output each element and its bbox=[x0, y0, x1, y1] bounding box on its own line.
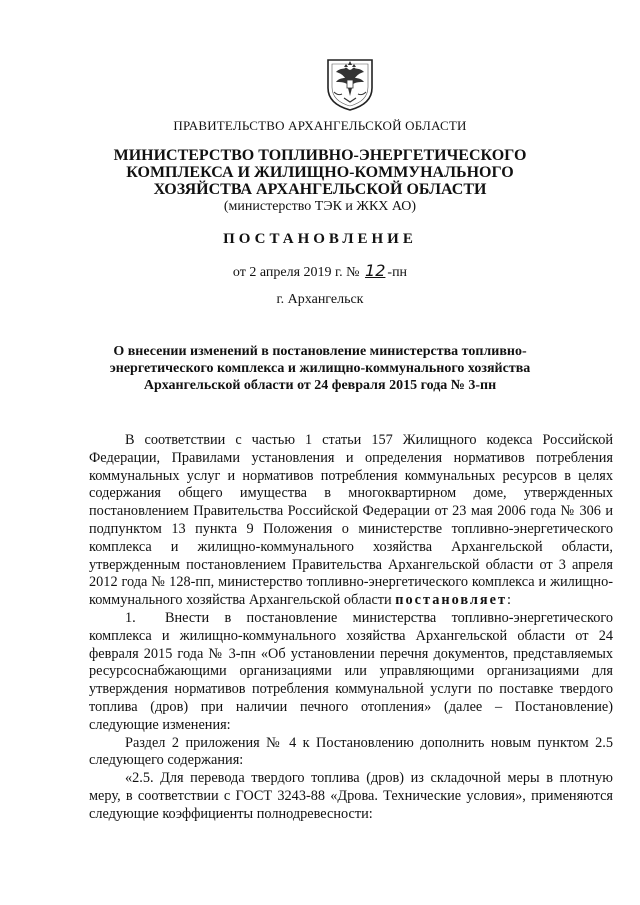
item-1-paragraph bbox=[89, 610, 613, 735]
handwritten-document-number: 12 bbox=[365, 261, 386, 280]
government-name: ПРАВИТЕЛЬСТВО АРХАНГЕЛЬСКОЙ ОБЛАСТИ bbox=[173, 118, 467, 133]
city-name: г. Архангельск bbox=[276, 292, 364, 307]
number-suffix: -пн bbox=[387, 265, 408, 280]
ministry-abbreviation: (министерство ТЭК и ЖКХ АО) bbox=[223, 199, 417, 214]
preamble-paragraph bbox=[89, 432, 613, 610]
document-date-number bbox=[0, 261, 640, 281]
date-prefix: от 2 апреля 2019 г. № bbox=[232, 265, 360, 280]
point-2-5-paragraph: «2.5. Для перевода твердого топлива (дров) из складочной меры в плотную меру, в соответствии с ГОСТ 3243-88 «Дрова. Технические условия», применяются следующие коэффициенты полнодревесности: bbox=[89, 770, 613, 822]
document-body bbox=[89, 432, 613, 824]
decree-word: постановляет bbox=[395, 592, 508, 609]
document-type-heading: ПОСТАНОВЛЕНИЕ bbox=[223, 231, 417, 247]
title-line1: О внесении изменений в постановление министерства топливно- bbox=[113, 344, 527, 359]
ministry-name-line2: КОМПЛЕКСА И ЖИЛИЩНО-КОММУНАЛЬНОГО bbox=[126, 164, 514, 181]
coat-of-arms-emblem bbox=[322, 56, 378, 112]
ministry-name-line3: ХОЗЯЙСТВА АРХАНГЕЛЬСКОЙ ОБЛАСТИ bbox=[153, 181, 487, 198]
decree-colon: : bbox=[507, 592, 512, 609]
ministry-name bbox=[0, 147, 640, 198]
item-1-number: 1. bbox=[125, 609, 136, 626]
preamble-text: В соответствии с частью 1 статьи 157 Жилищного кодекса Российской Федерации, Правилами установления и определения нормативов потребления коммунальных услуг и нормативов потребления коммунальных ресурсов в целях содержания общего имущества в многоквартирном доме, утвержденных постановлением Правительства Российской Федерации от 23 мая 2006 года № 306 и подпунктом 13 пункта 9 Положения о министерстве топливно-энергетического комплекса и жилищно-коммунального хозяйства Архангельской области, утвержденным постановлением Правительства Архангельской области от 3 апреля 2012 года № 128-пп, министерство топливно-энергетического комплекса и жилищно-коммунального хозяйства Архангельской области bbox=[89, 432, 613, 609]
section-paragraph: Раздел 2 приложения № 4 к Постановлению дополнить новым пунктом 2.5 следующего содержания: bbox=[89, 734, 613, 769]
title-line3: Архангельской области от 24 февраля 2015 года № 3-пн bbox=[143, 378, 497, 393]
ministry-name-line1: МИНИСТЕРСТВО ТОПЛИВНО-ЭНЕРГЕТИЧЕСКОГО bbox=[113, 147, 527, 164]
document-title bbox=[100, 343, 540, 394]
item-1-text: Внести в постановление министерства топливно-энергетического комплекса и жилищно-коммунального хозяйства Архангельской области от 24 февраля 2015 года № 3-пн «Об установлении перечня документов, представляемых ресурсоснабжающими организациями или управляющими организациями для утверждения нормативов потребления коммунальной услуги по поставке твердого топлива (дров) при наличии печного отопления» (далее – Постановление) следующие изменения: bbox=[89, 609, 613, 733]
title-line2: энергетического комплекса и жилищно-коммунального хозяйства bbox=[109, 361, 531, 376]
